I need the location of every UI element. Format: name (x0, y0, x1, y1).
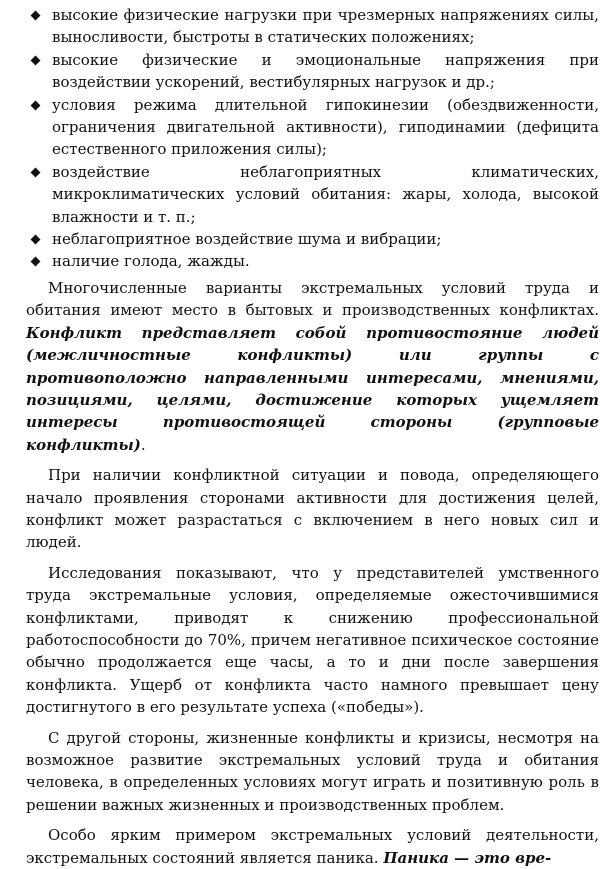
list-item-text: высокие физические и эмоциональные напряжения при воздействии ускорений, вестибулярных нагрузок и др.; (52, 50, 599, 92)
emphasized-definition: Конфликт представляет собой противостояние людей (межличностные конфликты) или группы с противоположно направленными интересами, мнениями, позициями, целями, достижение которых ущемляет интересы противостоящей стороны (групповые конфликты) (26, 323, 599, 454)
list-item-text: высокие физические нагрузки при чрезмерных напряжениях силы, выносливости, быстроты в статических положениях; (52, 6, 599, 47)
list-item-text: неблагоприятное воздействие шума и вибрации; (52, 230, 442, 249)
diamond-bullet-icon (31, 257, 41, 267)
list-item-text: воздействие неблагоприятных климатических, микроклиматических условий обитания: жары, холода, высокой влажности и т. п.; (52, 162, 599, 226)
paragraph-positive-role: С другой стороны, жизненные конфликты и кризисы, несмотря на возможное развитие экстремальных условий труда и обитания человека, в определенных условиях могут играть и позитивную роль в решении важных жизненных и производственных проблем. (26, 728, 599, 814)
paragraph-text: Многочисленные варианты экстремальных условий труда и обитания имеют место в бытовых и производственных конфликтах. (26, 278, 599, 320)
paragraph-text: Особо ярким примером экстремальных условий деятельности, экстремальных состояний является паника. (26, 826, 599, 867)
diamond-bullet-icon (31, 100, 41, 110)
list-item (30, 4, 599, 49)
list-item (30, 161, 599, 228)
list-item (30, 228, 599, 250)
list-item-text: условия режима длительной гипокинезии (обездвиженности, ограничения двигательной активности), гиподинамии (дефицита естественного приложения силы); (52, 95, 599, 159)
paragraph-tail: . (140, 435, 146, 454)
paragraph-conflict-definition (26, 277, 599, 456)
conditions-list (30, 4, 599, 273)
list-item (30, 49, 599, 94)
list-item-text: наличие голода, жажды. (52, 252, 250, 271)
diamond-bullet-icon (31, 235, 41, 245)
diamond-bullet-icon (31, 167, 41, 177)
paragraph-research: Исследования показывают, что у представителей умственного труда экстремальные условия, определяемые ожесточившимися конфликтами, приводят к снижению профессиональной работоспособности до 70%, причем негативное психическое состояние обычно продолжается еще часы, а то и дни после завершения конфликта. Ущерб от конфликта часто намного превышает цену достигнутого в его результате успеха («победы»). (26, 563, 599, 717)
list-item (30, 94, 599, 161)
paragraph-panic (26, 824, 599, 869)
diamond-bullet-icon (31, 55, 41, 65)
list-item (30, 250, 599, 272)
diamond-bullet-icon (31, 11, 41, 21)
emphasized-definition: Паника — это вре- (383, 848, 552, 867)
paragraph-conflict-escalation: При наличии конфликтной ситуации и повода, определяющего начало проявления сторонами активности для достижения целей, конфликт может разрастаться с включением в него новых сил и людей. (26, 466, 599, 552)
